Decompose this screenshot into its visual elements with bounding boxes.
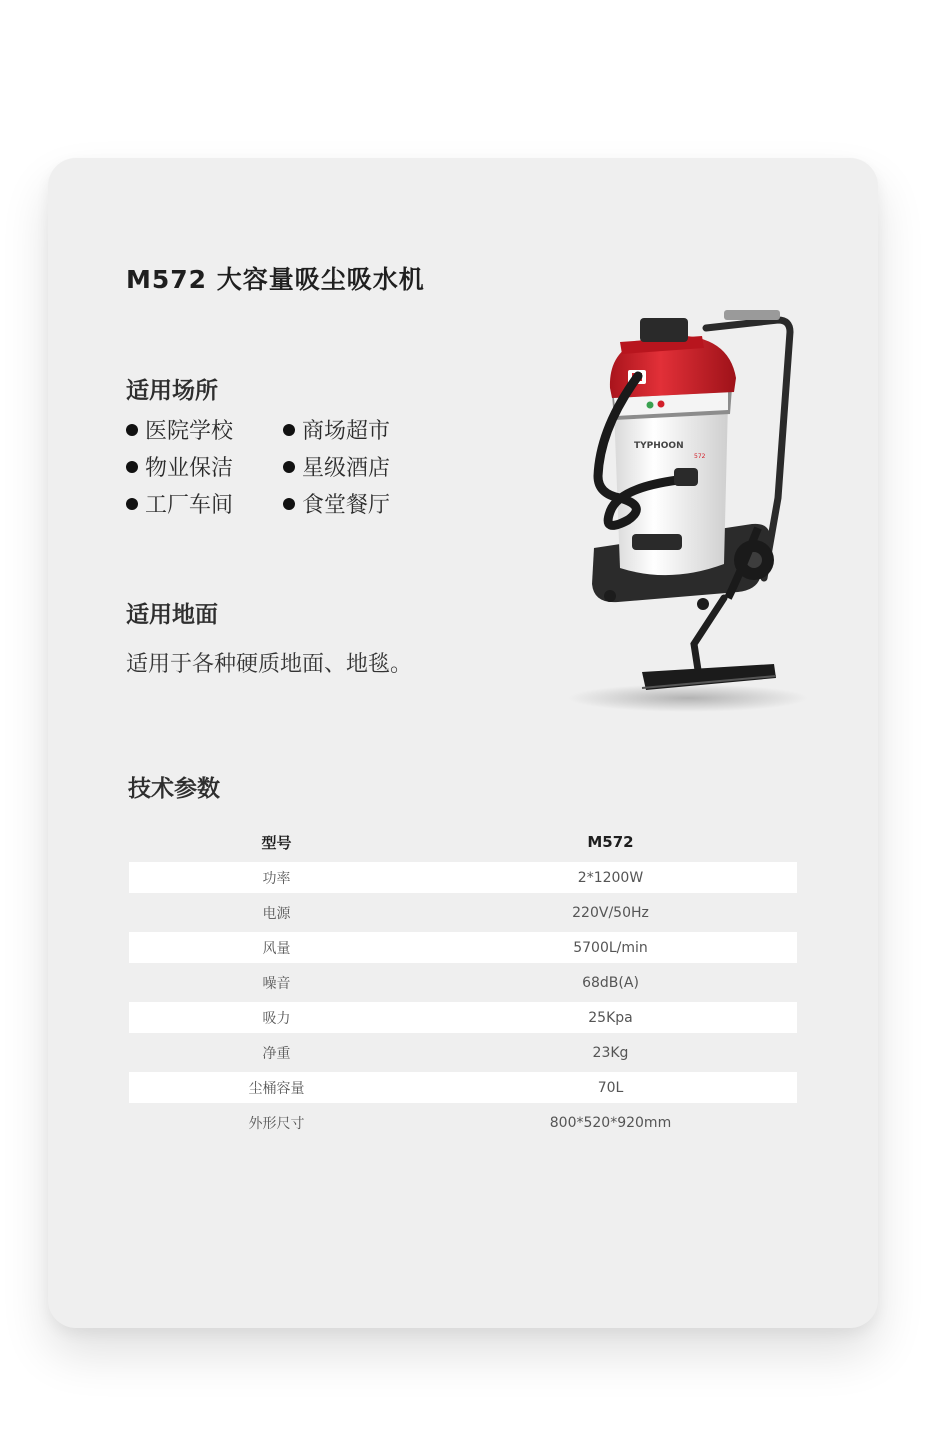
product-card (48, 158, 878, 1328)
spec-label: 净重 (129, 1035, 424, 1070)
floors-description: 适用于各种硬质地面、地毯。 (126, 652, 413, 677)
spec-label: 吸力 (129, 1000, 424, 1035)
spec-label: 尘桶容量 (129, 1070, 424, 1105)
spec-value: 800*520*920mm (424, 1105, 797, 1140)
table-row (129, 965, 797, 1000)
venue-item: 物业保洁 (126, 455, 283, 482)
product-title: M572 大容量吸尘吸水机 (126, 265, 425, 294)
model-label: 572 (694, 453, 706, 460)
bullet-icon (126, 498, 138, 510)
specs-heading: 技术参数 (128, 776, 220, 802)
spec-label: 风量 (129, 930, 424, 965)
spec-table-header (129, 826, 797, 860)
venue-list (126, 418, 426, 519)
spec-table (129, 826, 797, 1142)
table-row (129, 1035, 797, 1070)
tank-latch (632, 534, 682, 550)
bullet-icon (283, 461, 295, 473)
venues-heading: 适用场所 (126, 378, 218, 404)
spec-header-label: 型号 (261, 833, 292, 852)
table-row (129, 1070, 797, 1105)
spec-value: 23Kg (424, 1035, 797, 1070)
handle-grip (724, 310, 780, 320)
spec-value: 5700L/min (424, 930, 797, 965)
venue-item: 食堂餐厅 (283, 492, 440, 519)
vacuum-cleaner-image (528, 298, 818, 718)
table-row (129, 930, 797, 965)
bullet-icon (283, 424, 295, 436)
table-row (129, 1105, 797, 1140)
spec-header-value: M572 (587, 833, 634, 851)
spec-label: 电源 (129, 895, 424, 930)
spec-value: 220V/50Hz (424, 895, 797, 930)
venue-item: 医院学校 (126, 418, 283, 445)
venue-item: 商场超市 (283, 418, 440, 445)
venue-item: 星级酒店 (283, 455, 440, 482)
spec-label: 外形尺寸 (129, 1105, 424, 1140)
spec-value: 2*1200W (424, 860, 797, 895)
bullet-icon (126, 424, 138, 436)
brand-label: TYPHOON (634, 441, 684, 451)
hose-inlet (674, 468, 698, 486)
spec-value: 68dB(A) (424, 965, 797, 1000)
table-row (129, 860, 797, 895)
floors-heading: 适用地面 (126, 602, 218, 628)
spec-label: 噪音 (129, 965, 424, 1000)
table-row (129, 895, 797, 930)
bullet-icon (126, 461, 138, 473)
spec-label: 功率 (129, 860, 424, 895)
table-row (129, 1000, 797, 1035)
bullet-icon (283, 498, 295, 510)
spec-value: 25Kpa (424, 1000, 797, 1035)
spec-value: 70L (424, 1070, 797, 1105)
venue-item: 工厂车间 (126, 492, 283, 519)
